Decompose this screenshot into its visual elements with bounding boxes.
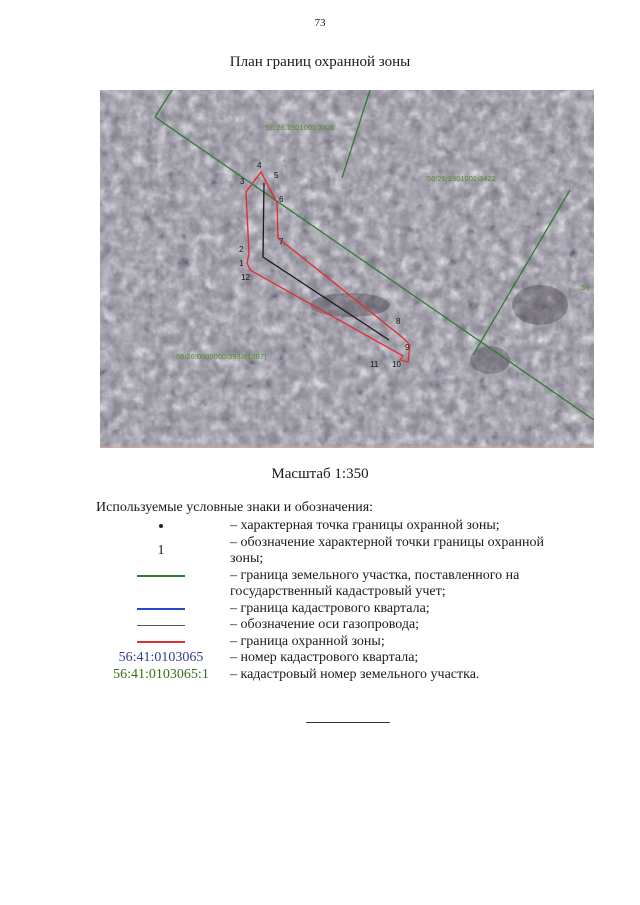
legend-row-point [96,518,576,535]
aerial-texture [100,90,594,448]
legend-text: – граница охранной зоны; [230,633,385,649]
legend-row-point-label [96,535,576,568]
parcel-number: 56 [581,283,590,292]
quarter-number-sample: 56:41:0103065 [118,650,204,665]
legend-text: – граница кадастрового квартала; [230,600,430,616]
point-label: 12 [241,273,250,282]
blue-line-icon [137,608,185,610]
footer-divider [306,722,390,723]
legend-text: – обозначение оси газопровода; [230,617,420,632]
legend-row-parcel-boundary [96,568,576,601]
protection-zone-map [100,90,594,448]
point-label: 10 [392,360,401,369]
point-label: 11 [370,360,379,369]
parcel-number: 56:26:0000000:3933(1987) [176,352,267,361]
point-label: 8 [396,317,401,326]
parcel-number: 56:26:1901001:3426 [266,123,335,132]
parcel-number-sample: 56:41:0103065:1 [113,666,209,682]
map-bottom-edge [100,446,594,448]
parcel-number: 56:26:1901001:3422 [427,174,496,183]
legend-row-quarter-number [96,650,576,667]
gray-line-icon [137,625,185,626]
point-label: 2 [239,245,244,254]
green-line-icon [137,575,185,577]
legend-text: – номер кадастрового квартала; [230,650,419,665]
point-label: 6 [279,195,284,204]
legend-text: – кадастровый номер земельного участка. [230,666,480,682]
legend-row-pipeline-axis [96,617,576,634]
legend-row-zone-boundary [96,634,576,651]
legend-row-quarter-boundary [96,601,576,618]
map-scale: Масштаб 1:350 [271,466,369,482]
point-label: 1 [239,259,244,268]
legend-heading: Используемые условные знаки и обозначения: [96,500,374,515]
boundary-point-icon [159,524,163,528]
point-label: 3 [240,177,245,186]
legend-text: – обозначение характерной точки границы охранной зоны; [230,534,545,566]
page-number: 73 [314,17,326,29]
point-label: 5 [274,171,279,180]
point-label: 9 [405,343,410,352]
legend-text: – характерная точка границы охранной зоны; [230,518,500,533]
legend-row-parcel-number [96,667,576,684]
page-title: План границ охранной зоны [229,54,411,70]
legend [96,518,576,683]
legend-text: – граница земельного участка, поставленного на государственный кадастровый учет; [230,567,520,599]
point-number-sample: 1 [157,542,165,558]
point-label: 7 [279,237,284,246]
point-label: 4 [257,161,262,170]
red-line-icon [137,641,185,643]
